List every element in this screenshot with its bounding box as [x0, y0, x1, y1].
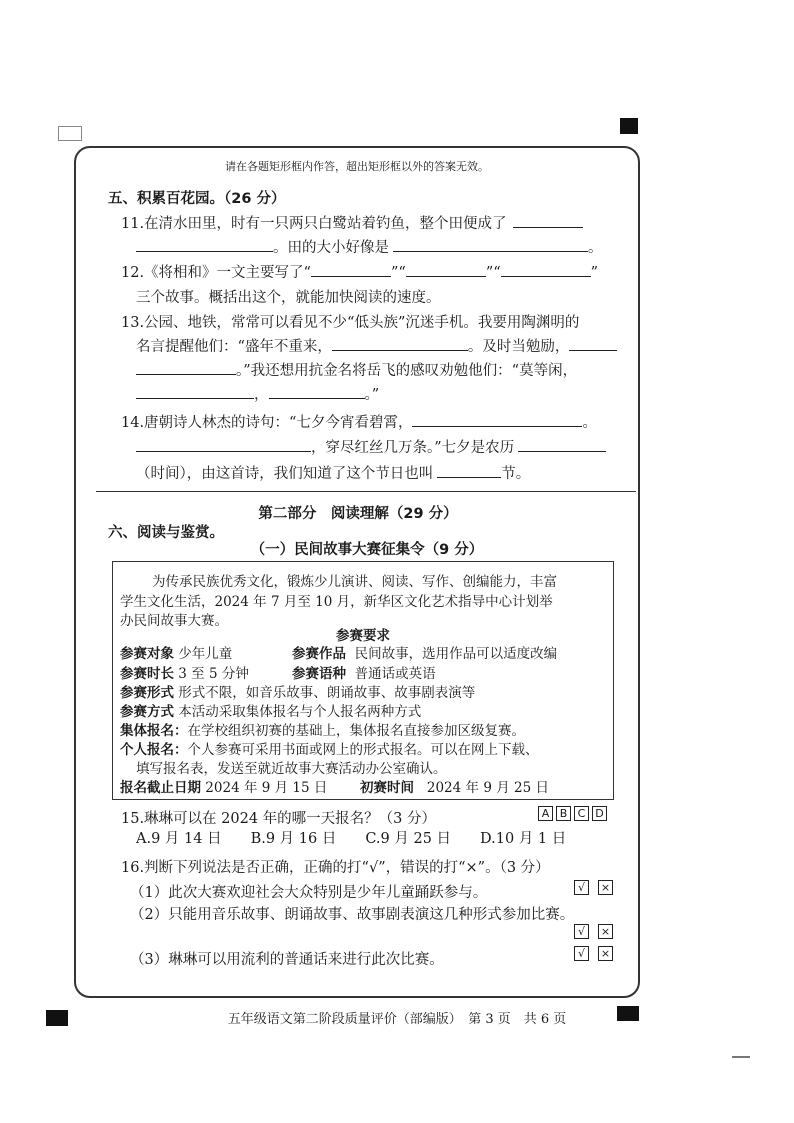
- req-row-3: [120, 681, 475, 701]
- requirements-heading: 参赛要求: [336, 628, 390, 644]
- req-value: 在学校组织初赛的基础上，集体报名直接参加区级复赛。: [187, 723, 525, 739]
- req-row-6b: 填写报名表，发送至就近故事大赛活动办公室确认。: [136, 761, 447, 777]
- answer-blank[interactable]: [136, 437, 311, 452]
- req-value: 民间故事，选用作品可以适度改编: [354, 646, 558, 662]
- choice-box-d[interactable]: D: [592, 806, 607, 821]
- q15-options: A.9 月 14 日 B.9 月 16 日 C.9 月 25 日 D.10 月 1 日: [136, 831, 567, 847]
- req-row-2b: [292, 662, 436, 682]
- q11-line-2: [136, 236, 603, 257]
- req-key: 参赛时长: [120, 666, 174, 682]
- part-2-title: 第二部分 阅读理解（29 分）: [258, 506, 458, 522]
- q16-statement-1: （1）此次大赛欢迎社会大众特别是少年儿童踊跃参与。: [130, 885, 488, 901]
- notice-para-1: 为传承民族优秀文化，锻炼少儿演讲、阅读、写作、创编能力，丰富: [152, 574, 557, 590]
- q13-text-b: 名言提醒他们：“盛年不重来，: [136, 339, 332, 355]
- q11-text-b: 。田的大小好像是: [273, 240, 389, 256]
- q15-question: 15.琳琳可以在 2024 年的哪一天报名？（3 分）: [121, 811, 437, 827]
- req-key: 参赛方式: [120, 704, 174, 720]
- q14-end-a: 。: [582, 415, 597, 431]
- req-value: 个人参赛可采用书面或网上的形式报名。可以在网上下载、: [187, 742, 539, 758]
- q12-quote-2: ”“: [485, 265, 501, 281]
- req-key: 报名截止日期: [120, 780, 201, 796]
- answer-blank[interactable]: [437, 463, 501, 478]
- req-row-7b: [360, 776, 549, 796]
- q13-text-c: 。”我还想用抗金名将岳飞的感叹劝勉他们：“莫等闲，: [236, 363, 578, 379]
- q12-line-1: [121, 261, 598, 282]
- answer-blank[interactable]: [501, 262, 591, 277]
- req-key: 参赛形式: [120, 685, 174, 701]
- req-key: 集体报名：: [120, 723, 188, 739]
- q13-line-1: 13.公园、地铁，常常可以看见不少“低头族”沉迷手机。我要用陶渊明的: [121, 315, 580, 331]
- q14-text-b: ，穿尽红丝几万条。”七夕是农历: [311, 440, 515, 456]
- q12-end: ”: [590, 265, 599, 281]
- answer-blank[interactable]: [136, 360, 236, 375]
- choice-box-b[interactable]: B: [556, 806, 571, 821]
- answer-blank[interactable]: [393, 237, 588, 252]
- q14-text-c: （时间），由这首诗，我们知道了这个节日也叫: [136, 466, 434, 482]
- q11-line-1: [121, 212, 583, 233]
- q13-text-b2: 。及时当勉励，: [467, 339, 570, 355]
- q14-text-a: 14.唐朝诗人林杰的诗句：“七夕今宵看碧霄，: [121, 415, 413, 431]
- check-box[interactable]: √: [574, 946, 589, 961]
- q16-statement-2: （2）只能用音乐故事、朗诵故事、故事剧表演这几种形式参加比赛。: [130, 907, 575, 923]
- notice-para-2: 学生文化生活，2024 年 7 月至 10 月，新华区文化艺术指导中心计划举: [120, 594, 553, 610]
- notice-para-3: 办民间故事大赛。: [120, 613, 228, 629]
- q12-line-2: 三个故事。概括出这个，就能加快阅读的速度。: [136, 290, 441, 306]
- q11-end: 。: [588, 240, 603, 256]
- req-row-7: [120, 776, 327, 796]
- scan-smudge: [732, 1056, 750, 1058]
- q16-statement-3: （3）琳琳可以用流利的普通话来进行此次比赛。: [130, 952, 444, 968]
- section-divider: [96, 491, 636, 492]
- q13-line-2: [136, 335, 617, 356]
- req-row-2: [120, 662, 249, 682]
- cross-box[interactable]: ×: [598, 880, 613, 895]
- answer-blank[interactable]: [412, 412, 582, 427]
- corner-mark-top-right: [620, 118, 638, 134]
- req-key: 初赛时间: [360, 780, 414, 796]
- req-key: 个人报名：: [120, 742, 188, 758]
- page-footer: 五年级语文第二阶段质量评价（部编版） 第 3 页 共 6 页: [227, 1012, 567, 1027]
- answer-blank[interactable]: [311, 262, 391, 277]
- q16-question: 16.判断下列说法是否正确，正确的打“√”，错误的打“×”。（3 分）: [121, 860, 550, 876]
- answer-blank[interactable]: [332, 336, 468, 351]
- choice-box-c[interactable]: C: [574, 806, 589, 821]
- req-value: 本活动采取集体报名与个人报名两种方式: [178, 704, 422, 720]
- reading-subtitle: （一）民间故事大赛征集令（9 分）: [250, 542, 484, 558]
- req-value: 普通话或英语: [354, 666, 436, 682]
- q14-end-c: 节。: [501, 466, 531, 482]
- answer-blank[interactable]: [136, 384, 254, 399]
- answer-blank[interactable]: [518, 437, 606, 452]
- answer-blank[interactable]: [569, 336, 617, 351]
- req-row-1: [120, 642, 232, 662]
- answer-notice: 请在各题矩形框内作答，超出矩形框以外的答案无效。: [225, 160, 489, 173]
- q14-line-2: [136, 436, 606, 457]
- req-row-1b: [292, 642, 557, 662]
- q13-line-3: [136, 359, 577, 380]
- q12-quote-1: ”“: [390, 265, 406, 281]
- choice-box-a[interactable]: A: [538, 806, 553, 821]
- req-row-6: [120, 738, 539, 758]
- section-6-title: 六、阅读与鉴赏。: [108, 525, 224, 541]
- answer-blank[interactable]: [513, 213, 583, 228]
- q14-line-1: [121, 411, 597, 432]
- cross-box[interactable]: ×: [598, 924, 613, 939]
- q14-line-3: [136, 462, 530, 483]
- check-box[interactable]: √: [574, 880, 589, 895]
- answer-blank[interactable]: [406, 262, 486, 277]
- q13-end: 。”: [364, 387, 380, 403]
- check-box[interactable]: √: [574, 924, 589, 939]
- req-key: 参赛作品: [292, 646, 346, 662]
- q13-comma: ，: [254, 387, 269, 403]
- cross-box[interactable]: ×: [598, 946, 613, 961]
- req-value: 形式不限，如音乐故事、朗诵故事、故事剧表演等: [178, 685, 476, 701]
- q11-text-a: 11.在清水田里，时有一只两只白鹭站着钓鱼，整个田便成了: [121, 216, 507, 232]
- req-value: 2024 年 9 月 15 日: [205, 780, 328, 796]
- answer-blank[interactable]: [136, 237, 273, 252]
- q13-line-4: [136, 383, 379, 404]
- req-row-5: [120, 719, 525, 739]
- req-row-4: [120, 700, 421, 720]
- req-value: 3 至 5 分钟: [178, 666, 249, 682]
- answer-blank[interactable]: [269, 384, 365, 399]
- corner-mark-top-left: [58, 126, 82, 141]
- req-key: 参赛对象: [120, 646, 174, 662]
- req-value: 少年儿童: [178, 646, 233, 662]
- q12-text-a: 12.《将相和》一文主要写了“: [121, 265, 311, 281]
- req-value: 2024 年 9 月 25 日: [426, 780, 549, 796]
- section-5-title: 五、积累百花园。（26 分）: [108, 191, 286, 207]
- req-key: 参赛语种: [292, 666, 346, 682]
